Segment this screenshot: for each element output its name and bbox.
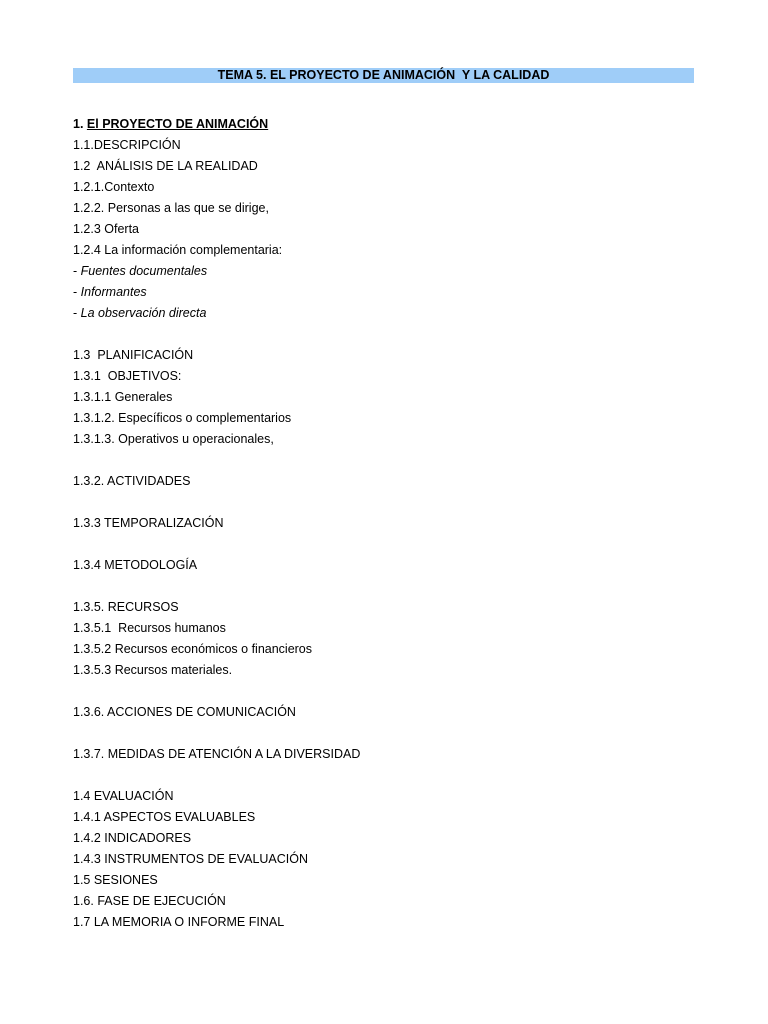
outline-item-1-3-2: 1.3.2. ACTIVIDADES: [73, 474, 191, 488]
outline-item-1-5: 1.5 SESIONES: [73, 873, 158, 887]
outline-item-1-2-3: 1.2.3 Oferta: [73, 222, 140, 236]
outline-item-1-3-5-1: 1.3.5.1 Recursos humanos: [73, 621, 226, 635]
bullet-dash: -: [73, 306, 81, 320]
outline-item-1-2-2: 1.2.2. Personas a las que se dirige,: [73, 201, 269, 215]
bullet-text: Informantes: [80, 285, 147, 299]
outline-item-1-2-1: 1.2.1.Contexto: [73, 180, 155, 194]
outline-item-1-3-1-1: 1.3.1.1 Generales: [73, 390, 173, 404]
outline-item-1-4-3: 1.4.3 INSTRUMENTOS DE EVALUACIÓN: [73, 852, 309, 866]
outline-item-1-6: 1.6. FASE DE EJECUCIÓN: [73, 894, 226, 908]
outline-item-1-3-6: 1.3.6. ACCIONES DE COMUNICACIÓN: [73, 705, 296, 719]
outline-item-1-3-1-2: 1.3.1.2. Específicos o complementarios: [73, 411, 292, 425]
outline-item-1-3-1-3: 1.3.1.3. Operativos u operacionales,: [73, 432, 274, 446]
outline-item-1-2-4: 1.2.4 La información complementaria:: [73, 243, 283, 257]
outline-item-1-3-1: 1.3.1 OBJETIVOS:: [73, 369, 182, 383]
outline-item-1-4-2: 1.4.2 INDICADORES: [73, 831, 192, 845]
outline-item-1-3-3: 1.3.3 TEMPORALIZACIÓN: [73, 516, 224, 530]
outline-item-1-3-4: 1.3.4 METODOLOGÍA: [73, 558, 198, 572]
outline-item-1-3: 1.3 PLANIFICACIÓN: [73, 348, 194, 362]
bullet-fuentes-documentales: [73, 264, 207, 279]
bullet-dash: -: [73, 285, 81, 299]
outline-item-1-3-5-3: 1.3.5.3 Recursos materiales.: [73, 663, 233, 677]
bullet-observacion-directa: [73, 306, 206, 321]
outline-item-1-3-7: 1.3.7. MEDIDAS DE ATENCIÓN A LA DIVERSIDAD: [73, 747, 361, 761]
outline-item-1-1: 1.1.DESCRIPCIÓN: [73, 138, 181, 152]
outline-item-1-3-5-2: 1.3.5.2 Recursos económicos o financieros: [73, 642, 313, 656]
document-title: TEMA 5. EL PROYECTO DE ANIMACIÓN Y LA CALIDAD: [73, 68, 694, 83]
outline-item-1-4: 1.4 EVALUACIÓN: [73, 789, 174, 803]
bullet-text: Fuentes documentales: [80, 264, 208, 278]
outline-item-1-2: 1.2 ANÁLISIS DE LA REALIDAD: [73, 159, 258, 173]
outline-item-1-3-5: 1.3.5. RECURSOS: [73, 600, 179, 614]
outline-item-1-4-1: 1.4.1 ASPECTOS EVALUABLES: [73, 810, 256, 824]
bullet-text: La observación directa: [80, 306, 207, 320]
section-heading-text: El PROYECTO DE ANIMACIÓN: [86, 117, 269, 131]
outline-item-1-7: 1.7 LA MEMORIA O INFORME FINAL: [73, 915, 285, 929]
section-heading: [73, 117, 268, 132]
bullet-dash: -: [73, 264, 81, 278]
section-heading-number: 1.: [73, 117, 87, 131]
bullet-informantes: [73, 285, 147, 300]
